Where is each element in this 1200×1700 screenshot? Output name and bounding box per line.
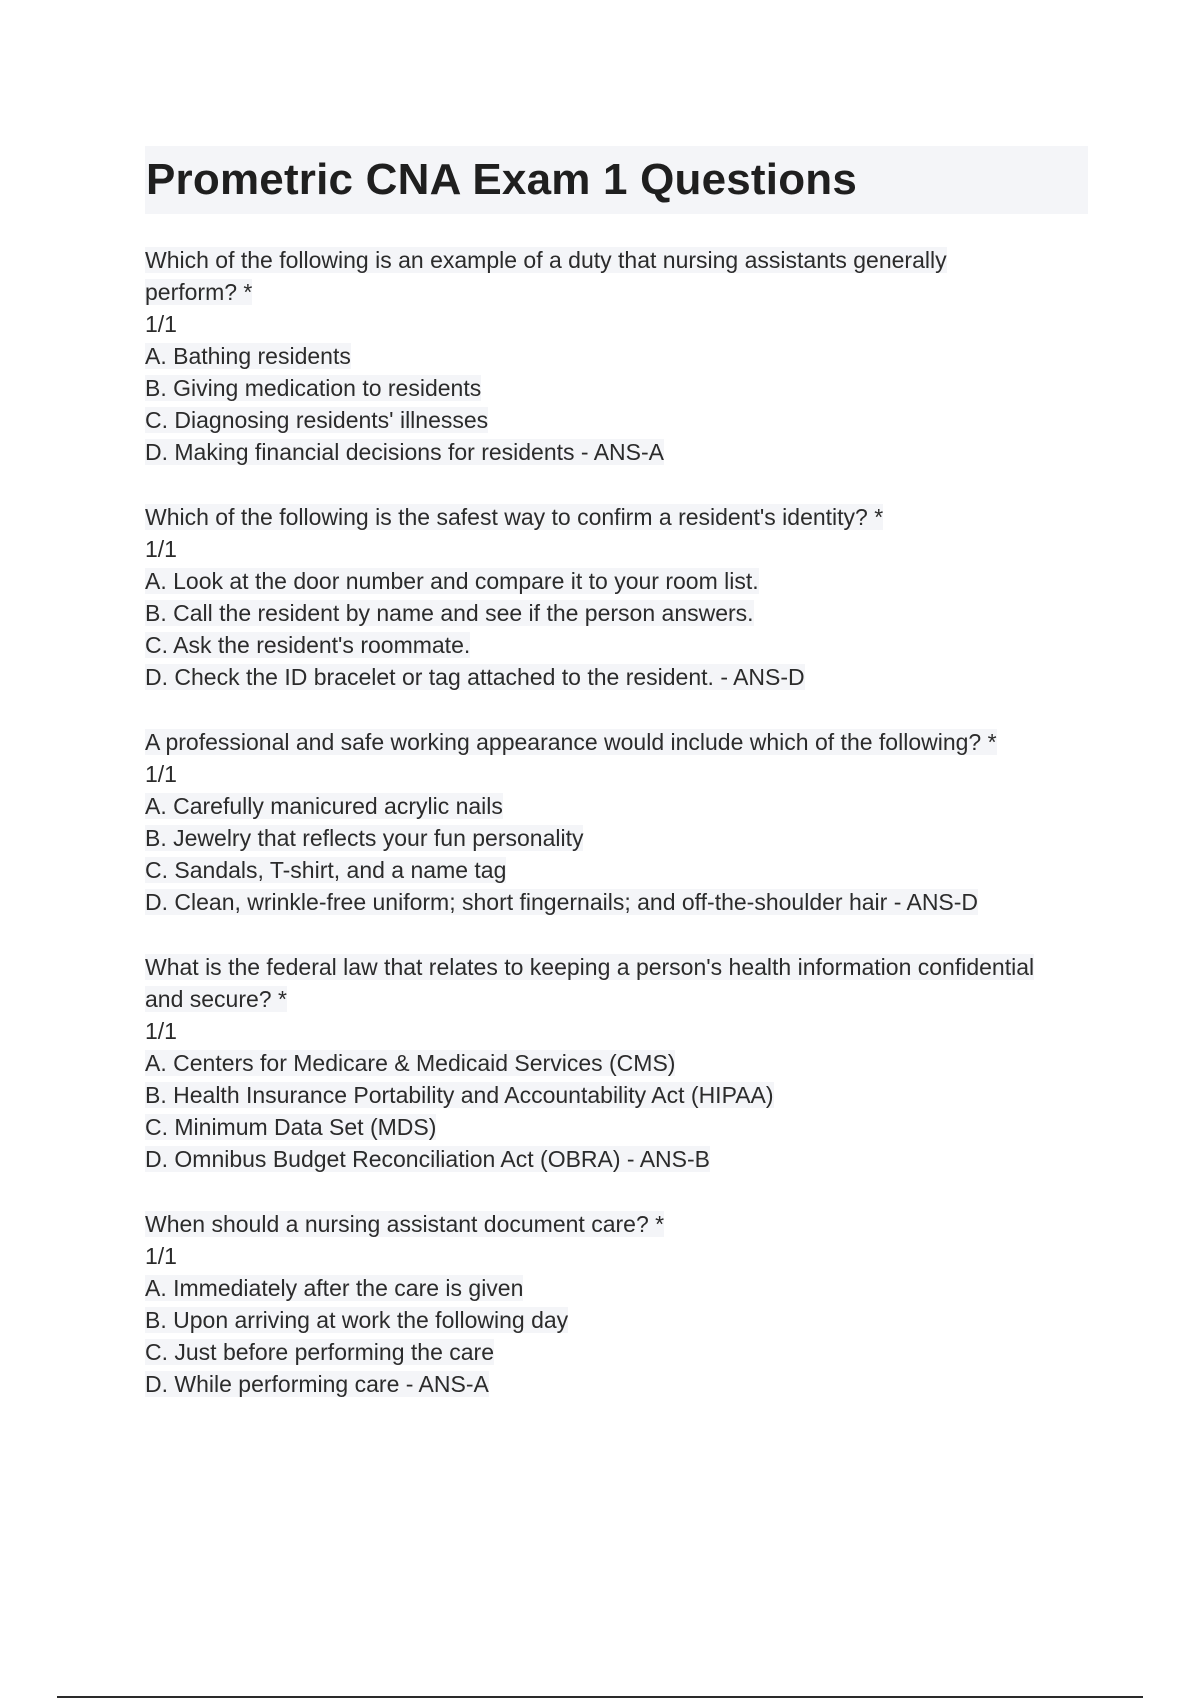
question-text-line: Which of the following is the safest way to confirm a resident's identity? *: [145, 504, 884, 530]
answer-option-a: A. Centers for Medicare & Medicaid Services (CMS): [145, 1050, 676, 1076]
answer-option-d: D. Clean, wrinkle-free uniform; short fingernails; and off-the-shoulder hair - ANS-D: [145, 889, 979, 915]
question-5: [145, 1208, 1100, 1400]
answer-option-c: C. Just before performing the care: [145, 1339, 494, 1365]
question-score: 1/1: [145, 536, 177, 562]
question-text-line: A professional and safe working appearance would include which of the following? *: [145, 729, 997, 755]
answer-option-b: B. Health Insurance Portability and Accountability Act (HIPAA): [145, 1082, 774, 1108]
question-score: 1/1: [145, 1018, 177, 1044]
question-2: [145, 501, 1100, 693]
answer-option-a: A. Carefully manicured acrylic nails: [145, 793, 503, 819]
answer-option-c: C. Minimum Data Set (MDS): [145, 1114, 437, 1140]
answer-option-a: A. Immediately after the care is given: [145, 1275, 524, 1301]
question-text-line: When should a nursing assistant document care? *: [145, 1211, 665, 1237]
answer-option-c: C. Ask the resident's roommate.: [145, 632, 471, 658]
question-text-line: perform? *: [145, 279, 253, 305]
answer-option-b: B. Call the resident by name and see if the person answers.: [145, 600, 754, 626]
question-1: [145, 244, 1100, 468]
answer-option-c: C. Sandals, T-shirt, and a name tag: [145, 857, 507, 883]
page-title: Prometric CNA Exam 1 Questions: [146, 155, 858, 204]
question-score: 1/1: [145, 311, 177, 337]
answer-option-b: B. Giving medication to residents: [145, 375, 482, 401]
answer-option-d: D. Making financial decisions for residents - ANS-A: [145, 439, 664, 465]
question-text-line: What is the federal law that relates to keeping a person's health information confidential: [145, 954, 1035, 980]
answer-option-a: A. Look at the door number and compare it to your room list.: [145, 568, 759, 594]
question-4: [145, 951, 1100, 1175]
answer-option-b: B. Jewelry that reflects your fun personality: [145, 825, 584, 851]
footer-divider: [57, 1696, 1143, 1698]
question-score: 1/1: [145, 1243, 177, 1269]
question-3: [145, 726, 1100, 918]
answer-option-d: D. While performing care - ANS-A: [145, 1371, 489, 1397]
answer-option-b: B. Upon arriving at work the following day: [145, 1307, 569, 1333]
answer-option-d: D. Omnibus Budget Reconciliation Act (OBRA) - ANS-B: [145, 1146, 710, 1172]
question-text-line: and secure? *: [145, 986, 287, 1012]
answer-option-c: C. Diagnosing residents' illnesses: [145, 407, 489, 433]
question-score: 1/1: [145, 761, 177, 787]
answer-option-a: A. Bathing residents: [145, 343, 351, 369]
question-list: [145, 244, 1100, 1433]
question-text-line: Which of the following is an example of a duty that nursing assistants generally: [145, 247, 947, 273]
answer-option-d: D. Check the ID bracelet or tag attached to the resident. - ANS-D: [145, 664, 805, 690]
